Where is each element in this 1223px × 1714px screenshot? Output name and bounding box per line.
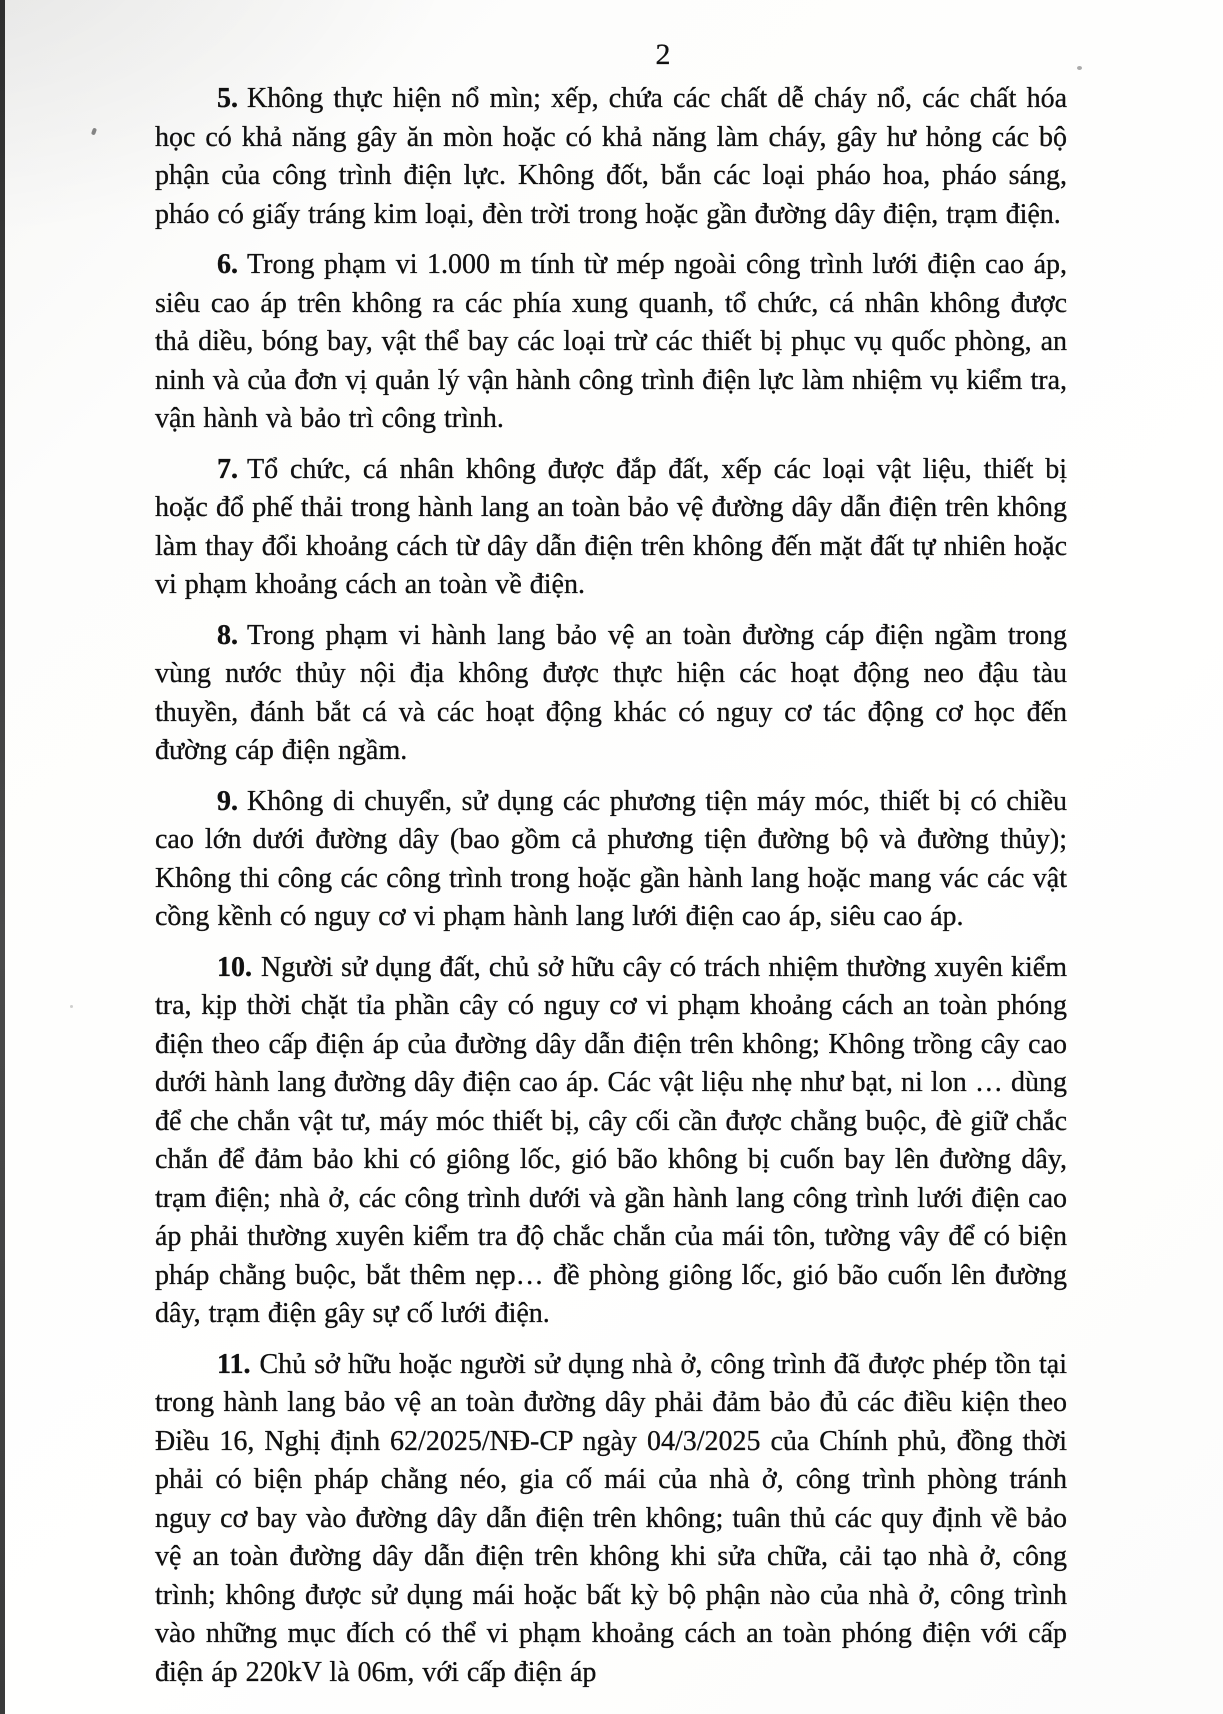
paragraph-6-number: 6. xyxy=(217,249,238,280)
paragraph-10-number: 10. xyxy=(217,951,252,983)
scan-edge-shadow xyxy=(0,0,5,1714)
paragraph-10 xyxy=(155,949,1067,1334)
paragraph-7 xyxy=(155,451,1067,605)
paragraph-7-number: 7. xyxy=(217,453,238,485)
paragraph-9-text: Không di chuyển, sử dụng các phương tiện máy móc, thiết bị có chiều cao lớn dưới đường dây (bao gồm cả phương tiện đường bộ và đường thủy); Không thi công các công trình trong hoặc gần hành lang hoặc mang vác các vật cồng kềnh có nguy cơ vi phạm hành lang lưới điện cao áp, siêu cao áp. xyxy=(155,785,1067,932)
paragraph-11-text: Chủ sở hữu hoặc người sử dụng nhà ở, công trình đã được phép tồn tại trong hành lang bảo vệ an toàn đường dây phải đảm bảo đủ các điều kiện theo Điều 16, Nghị định 62/2025/NĐ-CP ngày 04/3/2025 của Chính phủ, đồng thời phải có biện pháp chằng néo, gia cố mái của nhà ở, công trình phòng tránh nguy cơ bay vào đường dây dẫn điện trên không; tuân thủ các quy định về bảo vệ an toàn đường dây dẫn điện trên không khi sửa chữa, cải tạo nhà ở, công trình; không được sử dụng mái hoặc bất kỳ bộ phận nào của nhà ở, công trình vào những mục đích có thể vi phạm khoảng cách an toàn phóng điện với cấp điện áp 220kV là 06m, với cấp điện áp xyxy=(155,1348,1067,1688)
paragraph-11-number: 11. xyxy=(217,1348,251,1380)
paragraph-7-text: Tổ chức, cá nhân không được đắp đất, xếp các loại vật liệu, thiết bị hoặc đổ phế thải trong hành lang an toàn bảo vệ đường dây dẫn điện trên không làm thay đổi khoảng cách từ dây dẫn điện trên không đến mặt đất tự nhiên hoặc vi phạm khoảng cách an toàn về điện. xyxy=(155,453,1067,600)
document-body xyxy=(155,80,1067,1704)
paragraph-8-number: 8. xyxy=(217,619,238,651)
paragraph-10-text: Người sử dụng đất, chủ sở hữu cây có trách nhiệm thường xuyên kiểm tra, kịp thời chặt tỉa phần cây có nguy cơ vi phạm khoảng cách an toàn phóng điện theo cấp điện áp của đường dây dẫn điện trên không; Không trồng cây cao dưới hành lang đường dây điện cao áp. Các vật liệu nhẹ như bạt, ni lon … dùng để che chắn vật tư, máy móc thiết bị, cây cối cần được chằng buộc, đè giữ chắc chắn để đảm bảo khi có giông lốc, gió bão không bị cuốn bay lên đường dây, trạm điện; nhà ở, các công trình dưới và gần hành lang công trình lưới điện cao áp phải thường xuyên kiểm tra độ chắc chắn của mái tôn, tường vây để có biện pháp chằng buộc, bắt thêm nẹp… đề phòng giông lốc, gió bão cuốn lên đường dây, trạm điện gây sự cố lưới điện. xyxy=(155,951,1067,1329)
paragraph-9 xyxy=(155,783,1067,937)
paragraph-8 xyxy=(155,617,1067,771)
paragraph-6-text: Trong phạm vi 1.000 m tính từ mép ngoài công trình lưới điện cao áp, siêu cao áp trên không ra các phía xung quanh, tổ chức, cá nhân không được thả diều, bóng bay, vật thể bay các loại trừ các thiết bị phục vụ quốc phòng, an ninh và của đơn vị quản lý vận hành công trình điện lực làm nhiệm vụ kiểm tra, vận hành và bảo trì công trình. xyxy=(155,249,1067,434)
page-number: 2 xyxy=(655,38,671,71)
paragraph-8-text: Trong phạm vi hành lang bảo vệ an toàn đường cáp điện ngầm trong vùng nước thủy nội địa không được thực hiện các hoạt động neo đậu tàu thuyền, đánh bắt cá và các hoạt động khác có nguy cơ tác động cơ học đến đường cáp điện ngầm. xyxy=(155,619,1067,766)
paragraph-5-text: Không thực hiện nổ mìn; xếp, chứa các chất dễ cháy nổ, các chất hóa học có khả năng gây ăn mòn hoặc có khả năng làm cháy, gây hư hỏng các bộ phận của công trình điện lực. Không đốt, bắn các loại pháo hoa, pháo sáng, pháo có giấy tráng kim loại, đèn trời trong hoặc gần đường dây điện, trạm điện. xyxy=(155,83,1067,230)
paragraph-11 xyxy=(155,1346,1067,1693)
paragraph-5 xyxy=(155,80,1067,234)
paragraph-6 xyxy=(155,246,1067,439)
paragraph-9-number: 9. xyxy=(217,785,238,817)
scan-speck xyxy=(91,128,97,136)
scan-speck xyxy=(70,1005,73,1008)
paragraph-5-number: 5. xyxy=(217,83,238,114)
